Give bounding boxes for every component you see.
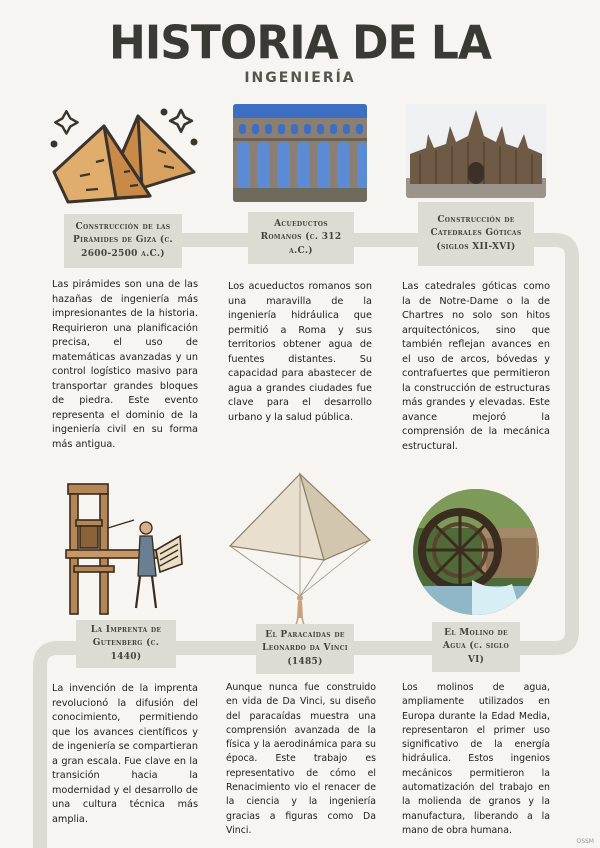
text-catedrales: Las catedrales góticas como la de Notre-Dame o la de Chartres no solo son hitos arquitectónicos, sino que también reflejan avances en el uso de arcos, bóvedas y contrafuertes que permitieron la construcción de estructuras más grandes y elevadas. Este avance mejoró la comprensión de la mecánica estructural.: [402, 281, 550, 453]
text-imprenta: La invención de la imprenta revolucionó la difusión del conocimiento, permitiendo que los avances científicos y de ingeniería se compartieran a gran escala. Fue clave en la transición hacia la modernidad y el desarrollo de una cultura técnica más amplia.: [52, 683, 198, 825]
text-molino: Los molinos de agua, ampliamente utilizados en Europa durante la Edad Media, representaron el primer uso significativo de la energía hidráulica. Estos ingenios mecánicos permitieron la automatización del trabajo en la molienda de granos y la manufactura, liberando a la mano de obra humana.: [402, 682, 550, 836]
page-subtitle: INGENIERÍA: [244, 70, 356, 86]
label-molino: El Molino de Agua (c. siglo VI): [432, 622, 520, 672]
parachute-illustration: [228, 470, 374, 626]
page-title: HISTORIA DE LA: [109, 16, 491, 71]
water-mill-photo: [412, 488, 540, 616]
text-acueductos: Los acueductos romanos son una maravilla de la ingeniería hidráulica que permitió a Roma y sus territorios obtener agua de fuentes distantes. Su capacidad para abastecer de agua a grandes ciudades fue clave para el desarrollo urbano y la salud pública.: [228, 281, 372, 423]
label-acueductos: Acueductos Romanos (c. 312 a.C.): [248, 212, 354, 264]
text-paracaidas: Aunque nunca fue construido en vida de Da Vinci, su diseño del paracaídas muestra una comprensión avanzada de la física y la aerodinámica para su época. Este trabajo es representativo de cómo el Renacimiento vio el renacer de la ciencia y la ingeniería gracias a figuras como Da Vinci.: [226, 682, 376, 836]
label-catedrales: Construcción de Catedrales Góticas (siglos XII-XVI): [418, 202, 534, 266]
footer-mark: OSSM: [576, 838, 594, 845]
label-paracaidas: El Paracaídas de Leonardo da Vinci (1485): [256, 624, 354, 674]
cathedral-photo: [406, 104, 546, 198]
label-imprenta: La Imprenta de Gutenberg (c. 1440): [76, 620, 176, 668]
label-piramides: Construcción de las Pirámides de Giza (c. 2600-2500 a.C.): [64, 214, 182, 268]
text-piramides: Las pirámides son una de las hazañas de ingeniería más impresionantes de la historia. Requirieron una planificación precisa, el uso de matemáticas avanzadas y un control logístico masivo para transportar grandes bloques de piedra. Este evento representa el dominio de la ingeniería civil en su forma más antigua.: [52, 279, 198, 451]
pyramids-icon: [46, 102, 206, 206]
aqueduct-photo: [233, 104, 367, 202]
printing-press-illustration: [60, 480, 186, 620]
